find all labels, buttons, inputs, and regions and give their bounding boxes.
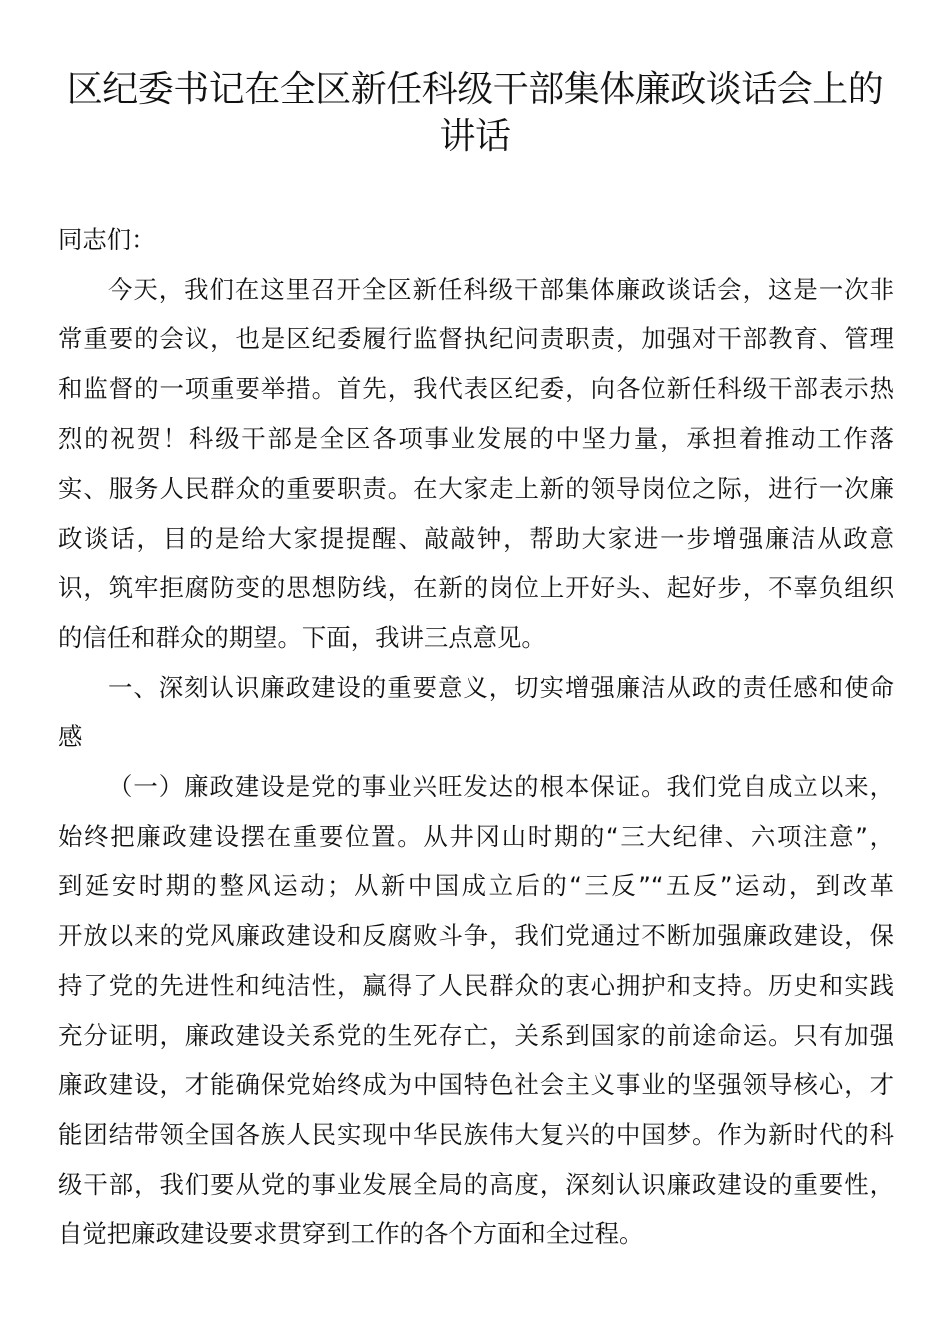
- body-line: 常重要的会议，也是区纪委履行监督执纪问责职责，加强对干部教育、管理: [58, 324, 894, 353]
- body-line: 政谈话，目的是给大家提提醒、敲敲钟，帮助大家进一步增强廉洁从政意: [58, 524, 894, 553]
- body-line: 持了党的先进性和纯洁性，赢得了人民群众的衷心拥护和支持。历史和实践: [58, 971, 894, 1000]
- salutation: 同志们：: [58, 225, 156, 254]
- body-line: 充分证明，廉政建设关系党的生死存亡，关系到国家的前途命运。只有加强: [58, 1021, 894, 1050]
- document-title-line-1: 区纪委书记在全区新任科级干部集体廉政谈话会上的: [66, 69, 884, 110]
- section-heading-line: 一、深刻认识廉政建设的重要意义，切实增强廉洁从政的责任感和使命: [108, 673, 894, 702]
- section-heading-line: 感: [58, 722, 83, 751]
- body-line: 始终把廉政建设摆在重要位置。从井冈山时期的“三大纪律、六项注意”，: [58, 822, 894, 851]
- body-line: 实、服务人民群众的重要职责。在大家走上新的领导岗位之际，进行一次廉: [58, 474, 894, 503]
- body-line: 到延安时期的整风运动；从新中国成立后的“三反”“五反”运动，到改革: [58, 871, 894, 900]
- body-line: 自觉把廉政建设要求贯穿到工作的各个方面和全过程。: [58, 1219, 644, 1248]
- body-line: 能团结带领全国各族人民实现中华民族伟大复兴的中国梦。作为新时代的科: [58, 1120, 894, 1149]
- body-line: 烈的祝贺！科级干部是全区各项事业发展的中坚力量，承担着推动工作落: [58, 424, 894, 453]
- subsection-line: （一）廉政建设是党的事业兴旺发达的根本保证。我们党自成立以来，: [108, 772, 894, 801]
- body-line: 级干部，我们要从党的事业发展全局的高度，深刻认识廉政建设的重要性，: [58, 1170, 894, 1199]
- body-line: 今天，我们在这里召开全区新任科级干部集体廉政谈话会，这是一次非: [108, 275, 894, 304]
- body-line: 的信任和群众的期望。下面，我讲三点意见。: [58, 623, 546, 652]
- body-line: 和监督的一项重要举措。首先，我代表区纪委，向各位新任科级干部表示热: [58, 374, 894, 403]
- document-title-line-2: 讲话: [439, 116, 511, 157]
- body-line: 开放以来的党风廉政建设和反腐败斗争，我们党通过不断加强廉政建设，保: [58, 921, 894, 950]
- body-line: 识，筑牢拒腐防变的思想防线，在新的岗位上开好头、起好步，不辜负组织: [58, 573, 894, 602]
- body-line: 廉政建设，才能确保党始终成为中国特色社会主义事业的坚强领导核心，才: [58, 1070, 894, 1099]
